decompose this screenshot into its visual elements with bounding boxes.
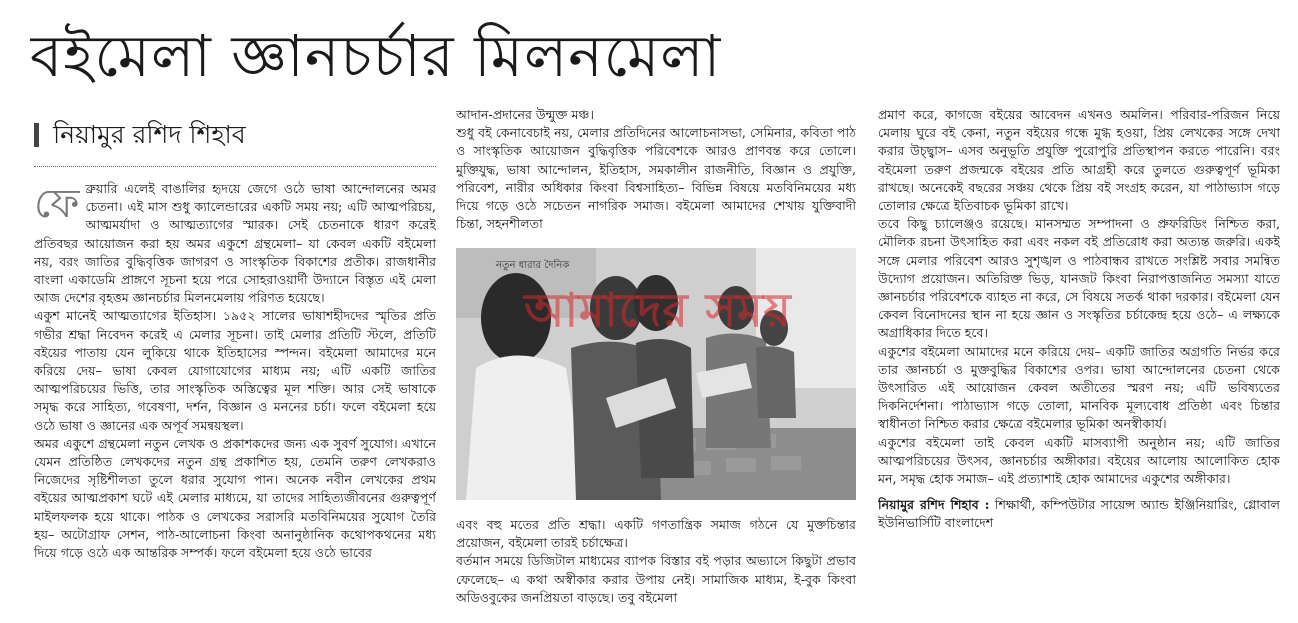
author-note-text: শিক্ষার্থী, কম্পিউটার সায়েন্স অ্যান্ড ইঞ্জিনিয়ারিং, গ্লোবাল ইউনিভার্সিটি বাংলাদেশ: [878, 497, 1280, 531]
dropcap: ফে: [34, 181, 80, 227]
paragraph: তবে কিছু চ্যালেঞ্জও রয়েছে। মানসম্মত সম্পাদনা ও প্রুফরিডিং নিশ্চিত করা, মৌলিক রচনা উৎসাহিত করা এবং নকল বই প্রতিরোধ করা অত্যন্ত জরুরি। একই সঙ্গে মেলার পরিবেশ আরও সুশৃঙ্খল ও পাঠবান্ধব রাখতে সংশ্লিষ্ট সবার সমন্বিত উদ্যোগ প্রয়োজন। অতিরিক্ত ভিড়, যানজট কিংবা নিরাপত্তাজনিত সমস্যা যাতে জ্ঞানচর্চার পরিবেশকে ব্যাহত না করে, সে বিষয়ে সতর্ক থাকা দরকার। বইমেলা যেন কেবল বিনোদনের স্থান না হয়ে জ্ঞান ও সংস্কৃতির চর্চাকেন্দ্র হয়ে ওঠে– এ লক্ষ্যকে অগ্রাধিকার দিতে হবে।: [878, 216, 1280, 341]
paragraph: আদান-প্রদানের উন্মুক্ত মঞ্চ।: [456, 107, 594, 122]
article-column-2-bottom: [456, 516, 856, 616]
headline: বইমেলা জ্ঞানচর্চার মিলনমেলা: [30, 22, 722, 90]
paragraph: একুশের বইমেলা তাই কেবল একটি মাসব্যাপী অনুষ্ঠান নয়; এটি জাতির আত্মপরিচয়ের উৎসব, জ্ঞানচর্চার অঙ্গীকার। বইয়ের আলোয় আলোকিত হোক মন, সমৃদ্ধ হোক সমাজ– এই প্রত্যাশাই হোক আমাদের একুশের অঙ্গীকার।: [878, 434, 1280, 487]
article-column-2-top: [456, 106, 856, 246]
byline-bar: [34, 123, 39, 147]
paragraph: একুশের বইমেলা আমাদের মনে করিয়ে দেয়– একটি জাতির অগ্রগতি নির্ভর করে তার জ্ঞানচর্চা ও মুক্তবুদ্ধির বিকাশের ওপর। ভাষা আন্দোলনের চেতনা থেকে উৎসারিত এই আয়োজন কেবল অতীতের স্মরণ নয়; এটি ভবিষ্যতের দিকনির্দেশনা। পাঠাভ্যাস গড়ে তোলা, মানবিক মূল্যবোধ প্রতিষ্ঠা এবং চিন্তার স্বাধীনতা নিশ্চিত করার ক্ষেত্রে বইমেলার ভূমিকা অনস্বীকার্য।: [878, 343, 1280, 432]
byline-name: নিয়ামুর রশিদ শিহাব: [53, 120, 246, 149]
article-column-3: [878, 106, 1280, 614]
paragraph: এবং বহু মতের প্রতি শ্রদ্ধা। একটি গণতান্ত্রিক সমাজ গঠনে যে মুক্তচিন্তার প্রয়োজন, বইমেলা তারই চর্চাক্ষেত্র।: [456, 517, 856, 551]
watermark-logo: আমাদের সময়: [524, 283, 792, 337]
paragraph: বর্তমান সময়ে ডিজিটাল মাধ্যমের ব্যাপক বিস্তার বই পড়ার অভ্যাসে কিছুটা প্রভাব ফেলেছে– এ কথা অস্বীকার করার উপায় নেই। সামাজিক মাধ্যম, ই-বুক কিংবা অডিওবুকের জনপ্রিয়তা বাড়ছে। তবু বইমেলা: [456, 553, 856, 605]
paragraph: প্রমাণ করে, কাগজে বইয়ের আবেদন এখনও অমলিন। পরিবার-পরিজন নিয়ে মেলায় ঘুরে বই কেনা, নতুন বইয়ের গন্ধে মুগ্ধ হওয়া, প্রিয় লেখকের সঙ্গে দেখা করার উচ্ছ্বাস– এসব অনুভূতি প্রযুক্তি পুরোপুরি প্রতিস্থাপন করতে পারেনি। বরং বইমেলা তরুণ প্রজন্মকে বইয়ের প্রতি আগ্রহী করে তুলতে গুরুত্বপূর্ণ ভূমিকা রাখছে। অনেকেই বছরের সঞ্চয় থেকে প্রিয় বই সংগ্রহ করেন, যা পাঠাভ্যাস গড়ে তোলার ক্ষেত্রে ইতিবাচক ভূমিকা রাখে।: [878, 107, 1280, 214]
article-photo: [456, 248, 856, 500]
paragraph: শুধু বই কেনাবেচাই নয়, মেলার প্রতিদিনের আলোচনাসভা, সেমিনার, কবিতা পাঠ ও সাংস্কৃতিক আয়োজন বুদ্ধিবৃত্তিক পরিবেশকে আরও প্রাণবন্ত করে তোলে। মুক্তিযুদ্ধ, ভাষা আন্দোলন, ইতিহাস, সমকালীন রাজনীতি, বিজ্ঞান ও প্রযুক্তি, পরিবেশ, নারীর অধিকার কিংবা বিশ্বসাহিত্য– বিভিন্ন বিষয়ে মতবিনিময়ের মধ্য দিয়ে গড়ে ওঠে সচেতন নাগরিক সমাজ। বইমেলা আমাদের শেখায় যুক্তিবাদী চিন্তা, সহনশীলতা: [456, 125, 856, 232]
paragraph: একুশ মানেই আত্মত্যাগের ইতিহাস। ১৯৫২ সালের ভাষাশহীদদের স্মৃতির প্রতি গভীর শ্রদ্ধা নিবেদন করেই এ মেলার সূচনা। তাই মেলার প্রতিটি স্টলে, প্রতিটি বইয়ের পাতায় যেন লুকিয়ে থাকে ইতিহাসের স্পন্দন। বইমেলা আমাদের মনে করিয়ে দেয়– ভাষা কেবল যোগাযোগের মাধ্যম নয়; এটি একটি জাতির আত্মপরিচয়ের ভিত্তি, তার সাংস্কৃতিক অস্তিত্বের মূল শক্তি। আর সেই ভাষাকে সমৃদ্ধ করে সাহিত্য, গবেষণা, দর্শন, বিজ্ঞান ও মননের চর্চা। ফলে বইমেলা হয়ে ওঠে ভাষা ও জ্ঞানের এক অপূর্ব সমন্বয়স্থল।: [34, 308, 436, 433]
paragraph: ফেব্রুয়ারি এলেই বাঙালির হৃদয়ে জেগে ওঠে ভাষা আন্দোলনের অমর চেতনা। এই মাস শুধু ক্যালেন্ডারের একটি সময় নয়; এটি আত্মপরিচয়, আত্মমর্যাদা ও আত্মত্যাগের স্মারক। সেই চেতনাকে ধারণ করেই প্রতিবছর আয়োজন করা হয় অমর একুশে গ্রন্থমেলা– যা কেবল একটি বইমেলা নয়, বরং জাতির বুদ্ধিবৃত্তিক জাগরণ ও সাংস্কৃতিক বিকাশের প্রতীক। রাজধানীর বাংলা একাডেমি প্রাঙ্গণে সূচনা হয়ে পরে সোহরাওয়ার্দী উদ্যানে বিস্তৃত এই মেলা আজ দেশের বৃহত্তম জ্ঞানচর্চার মিলনমেলায় পরিণত হয়েছে।: [34, 181, 436, 306]
author-note: [878, 496, 1280, 532]
author-note-name: নিয়ামুর রশিদ শিহাব :: [878, 497, 990, 513]
stall-sign: নতুন ধারার দৈনিক: [496, 260, 570, 271]
byline-rule: [34, 166, 436, 167]
paragraph: অমর একুশে গ্রন্থমেলা নতুন লেখক ও প্রকাশকদের জন্য এক সুবর্ণ সুযোগ। এখানে যেমন প্রতিষ্ঠিত লেখকদের নতুন গ্রন্থ প্রকাশিত হয়, তেমনি তরুণ লেখকরাও নিজেদের সৃষ্টিশীলতা তুলে ধরার সুযোগ পান। অনেক নবীন লেখকের প্রথম বইয়ের আত্মপ্রকাশ ঘটে এই মেলার মাধ্যমে, যা তাদের সাহিত্যজীবনের গুরুত্বপূর্ণ মাইলফলক হয়ে থাকে। পাঠক ও লেখকের সরাসরি মতবিনিময়ের সুযোগ তৈরি হয়– অটোগ্রাফ সেশন, পাঠ-আলোচনা কিংবা অনানুষ্ঠানিক কথোপকথনের মধ্য দিয়ে গড়ে ওঠে এক আন্তরিক সম্পর্ক। ফলে বইমেলা হয়ে ওঠে ভাবের: [34, 435, 436, 561]
byline: [34, 117, 434, 153]
article-column-1: [34, 180, 436, 610]
